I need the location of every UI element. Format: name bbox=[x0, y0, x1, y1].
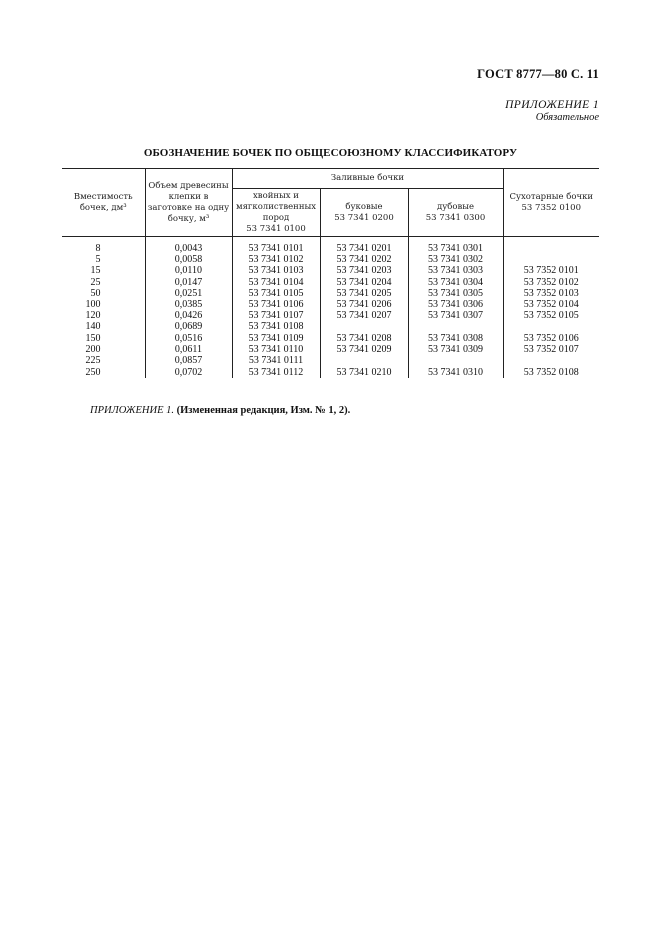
header-volume: Объем древесины клепки в заготовке на одну бочку, м³ bbox=[145, 169, 232, 237]
cell-volume: 0,0516 bbox=[145, 333, 232, 344]
cell-capacity: 8 bbox=[95, 243, 101, 254]
cell-oak-code: 53 7341 0310 bbox=[408, 366, 503, 378]
cell-capacity: 5 bbox=[95, 254, 101, 266]
header-conifer-code: 53 7341 0100 bbox=[246, 223, 306, 234]
cell-oak-code bbox=[408, 321, 503, 332]
table-row bbox=[62, 366, 599, 378]
cell-dry-code bbox=[503, 321, 599, 332]
header-beech bbox=[320, 189, 408, 237]
cell-conifer-code: 53 7341 0110 bbox=[232, 344, 320, 355]
cell-oak-code: 53 7341 0308 bbox=[408, 333, 503, 344]
cell-beech-code: 53 7341 0209 bbox=[320, 344, 408, 355]
table-row bbox=[62, 265, 599, 276]
cell-oak-code: 53 7341 0306 bbox=[408, 299, 503, 310]
header-dry-label: Сухотарные бочки bbox=[509, 191, 594, 202]
cell-dry-code: 53 7352 0103 bbox=[503, 288, 599, 299]
cell-dry-code: 53 7352 0102 bbox=[503, 277, 599, 288]
cell-beech-code: 53 7341 0206 bbox=[320, 299, 408, 310]
cell-capacity: 15 bbox=[90, 265, 101, 277]
document-title: ОБОЗНАЧЕНИЕ БОЧЕК ПО ОБЩЕСОЮЗНОМУ КЛАССИФИКАТОРУ bbox=[143, 147, 518, 159]
cell-dry-code bbox=[503, 355, 599, 366]
cell-oak-code: 53 7341 0305 bbox=[408, 288, 503, 299]
cell-oak-code: 53 7341 0309 bbox=[408, 344, 503, 355]
header-dry-code: 53 7352 0100 bbox=[521, 202, 581, 213]
cell-conifer-code: 53 7341 0104 bbox=[232, 277, 320, 288]
header-beech-code: 53 7341 0200 bbox=[334, 212, 394, 223]
header-conifer-label: хвойных и мягколиственных пород bbox=[235, 190, 317, 223]
cell-beech-code bbox=[320, 321, 408, 332]
cell-volume: 0,0689 bbox=[145, 321, 232, 332]
table-header-row bbox=[62, 169, 599, 189]
header-conifer bbox=[232, 189, 320, 237]
table-row bbox=[62, 321, 599, 332]
cell-dry-code bbox=[503, 243, 599, 254]
appendix-status: Обязательное bbox=[535, 112, 599, 123]
cell-dry-code: 53 7352 0104 bbox=[503, 299, 599, 310]
cell-volume: 0,0857 bbox=[145, 355, 232, 366]
header-oak-label: дубовые bbox=[436, 201, 475, 212]
cell-beech-code: 53 7341 0208 bbox=[320, 333, 408, 344]
amendment-note bbox=[90, 405, 350, 416]
amendment-note-appendix: ПРИЛОЖЕНИЕ 1. bbox=[90, 405, 174, 416]
table-row bbox=[62, 243, 599, 254]
cell-dry-code: 53 7352 0107 bbox=[503, 344, 599, 355]
cell-capacity: 150 bbox=[85, 332, 101, 344]
cell-beech-code: 53 7341 0207 bbox=[320, 310, 408, 321]
table-row bbox=[62, 299, 599, 310]
header-code: ГОСТ 8777—80 С. 11 bbox=[477, 67, 599, 81]
cell-conifer-code: 53 7341 0103 bbox=[232, 265, 320, 276]
cell-capacity: 140 bbox=[85, 321, 101, 333]
cell-conifer-code: 53 7341 0112 bbox=[232, 366, 320, 378]
table-row bbox=[62, 254, 599, 265]
cell-volume: 0,0147 bbox=[145, 277, 232, 288]
cell-oak-code: 53 7341 0304 bbox=[408, 277, 503, 288]
cell-dry-code bbox=[503, 254, 599, 265]
cell-volume: 0,0058 bbox=[145, 254, 232, 265]
cell-capacity: 200 bbox=[85, 343, 101, 355]
appendix-title: ПРИЛОЖЕНИЕ 1 bbox=[505, 99, 599, 111]
cell-oak-code bbox=[408, 355, 503, 366]
table-row bbox=[62, 277, 599, 288]
classifier-table bbox=[62, 168, 599, 378]
cell-volume: 0,0251 bbox=[145, 288, 232, 299]
table-row bbox=[62, 333, 599, 344]
table-row bbox=[62, 344, 599, 355]
cell-beech-code: 53 7341 0202 bbox=[320, 254, 408, 265]
cell-dry-code: 53 7352 0106 bbox=[503, 333, 599, 344]
header-dry bbox=[503, 169, 599, 237]
table-row bbox=[62, 355, 599, 366]
cell-beech-code: 53 7341 0203 bbox=[320, 265, 408, 276]
cell-beech-code bbox=[320, 355, 408, 366]
cell-dry-code: 53 7352 0105 bbox=[503, 310, 599, 321]
cell-volume: 0,0702 bbox=[145, 366, 232, 378]
cell-conifer-code: 53 7341 0108 bbox=[232, 321, 320, 332]
cell-volume: 0,0611 bbox=[145, 344, 232, 355]
cell-oak-code: 53 7341 0301 bbox=[408, 243, 503, 254]
cell-capacity: 50 bbox=[90, 287, 101, 299]
cell-capacity: 250 bbox=[85, 366, 101, 378]
cell-capacity: 25 bbox=[90, 276, 101, 288]
cell-beech-code: 53 7341 0210 bbox=[320, 366, 408, 378]
cell-volume: 0,0110 bbox=[145, 265, 232, 276]
header-oak-code: 53 7341 0300 bbox=[425, 212, 486, 223]
cell-oak-code: 53 7341 0307 bbox=[408, 310, 503, 321]
cell-volume: 0,0043 bbox=[145, 243, 232, 254]
cell-conifer-code: 53 7341 0109 bbox=[232, 333, 320, 344]
cell-volume: 0,0426 bbox=[145, 310, 232, 321]
cell-volume: 0,0385 bbox=[145, 299, 232, 310]
cell-dry-code: 53 7352 0108 bbox=[503, 366, 599, 378]
header-capacity: Вместимость бочек, дм³ bbox=[62, 169, 145, 237]
cell-conifer-code: 53 7341 0111 bbox=[232, 355, 320, 366]
cell-capacity: 100 bbox=[85, 299, 101, 311]
cell-oak-code: 53 7341 0303 bbox=[408, 265, 503, 276]
header-filling-group: Заливные бочки bbox=[232, 169, 503, 189]
cell-oak-code: 53 7341 0302 bbox=[408, 254, 503, 265]
cell-conifer-code: 53 7341 0106 bbox=[232, 299, 320, 310]
cell-capacity: 225 bbox=[85, 355, 101, 367]
amendment-note-text: (Измененная редакция, Изм. № 1, 2). bbox=[176, 405, 351, 416]
table-row bbox=[62, 288, 599, 299]
cell-conifer-code: 53 7341 0101 bbox=[232, 243, 320, 254]
header-oak bbox=[408, 189, 503, 237]
cell-beech-code: 53 7341 0201 bbox=[320, 243, 408, 254]
cell-dry-code: 53 7352 0101 bbox=[503, 265, 599, 276]
cell-beech-code: 53 7341 0204 bbox=[320, 277, 408, 288]
cell-conifer-code: 53 7341 0102 bbox=[232, 254, 320, 265]
cell-conifer-code: 53 7341 0105 bbox=[232, 288, 320, 299]
header-beech-label: буковые bbox=[345, 201, 383, 212]
cell-beech-code: 53 7341 0205 bbox=[320, 288, 408, 299]
cell-conifer-code: 53 7341 0107 bbox=[232, 310, 320, 321]
table-row bbox=[62, 310, 599, 321]
cell-capacity: 120 bbox=[85, 310, 101, 322]
